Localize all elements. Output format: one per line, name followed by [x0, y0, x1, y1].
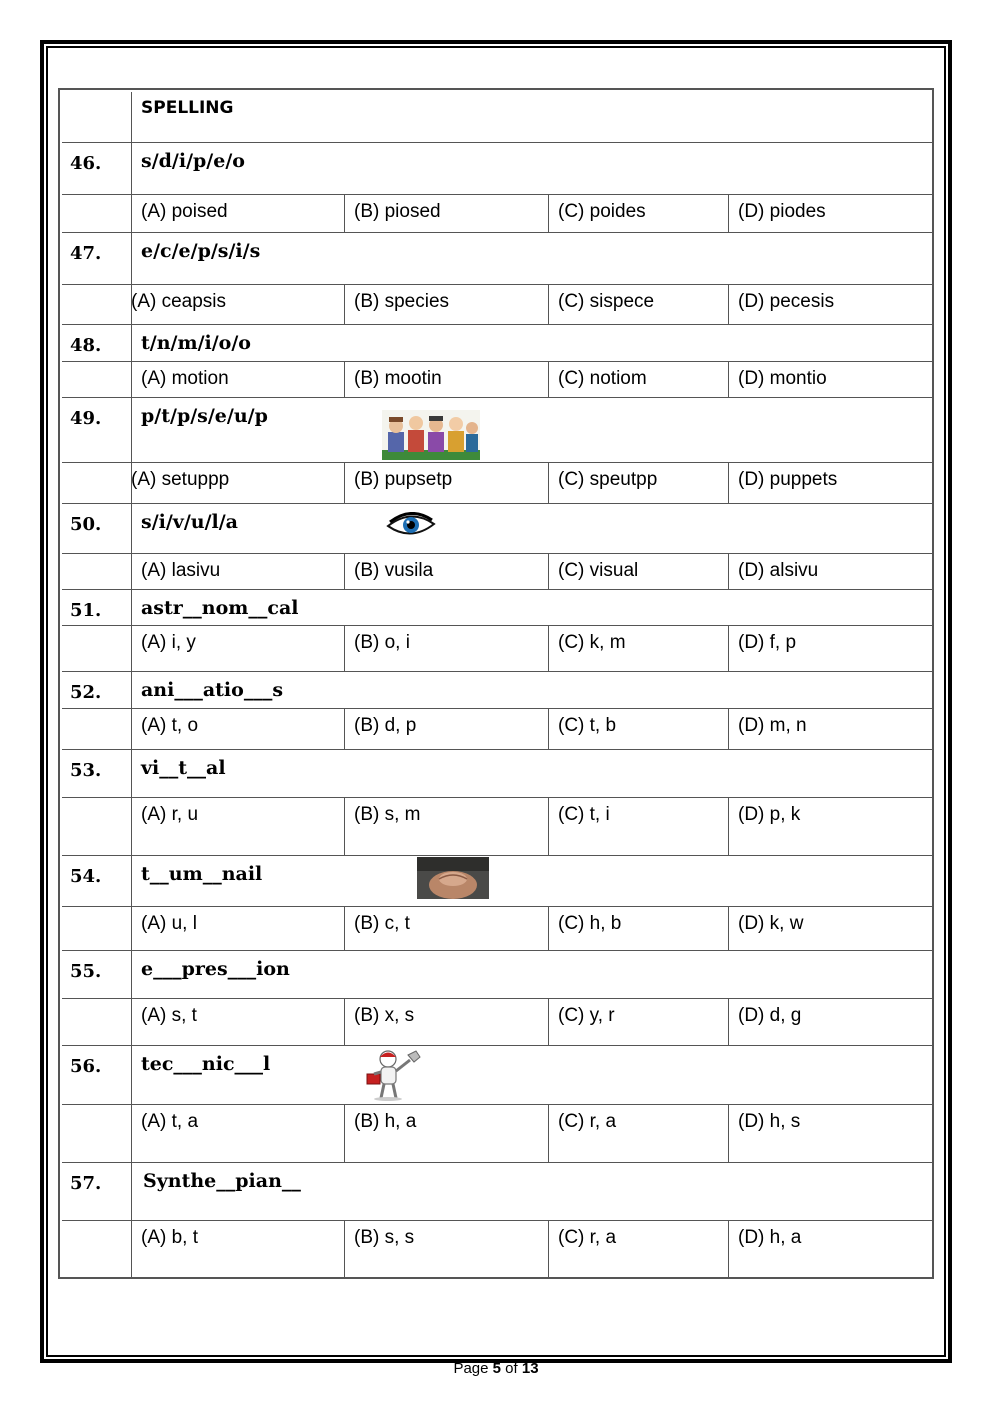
question-prompt: t/n/m/i/o/o — [141, 332, 251, 354]
option-c[interactable]: (C) speutpp — [558, 469, 658, 490]
option-b[interactable]: (B) h, a — [354, 1111, 417, 1132]
option-a[interactable]: (A) ceapsis — [131, 291, 227, 312]
options-row — [62, 999, 934, 1046]
eye-icon — [386, 512, 436, 540]
question-prompt: p/t/p/s/e/u/p — [141, 405, 268, 427]
question-prompt: ani___atio___s — [141, 679, 284, 701]
question-row — [62, 504, 934, 554]
question-row — [62, 143, 934, 195]
option-b[interactable]: (B) s, m — [354, 804, 421, 825]
page-label: Page — [453, 1360, 489, 1377]
options-row — [62, 463, 934, 504]
options-row — [62, 798, 934, 856]
option-b[interactable]: (B) vusila — [354, 560, 434, 581]
question-prompt: astr__nom__cal — [141, 597, 299, 619]
question-row — [62, 951, 934, 999]
question-number: 50. — [70, 514, 102, 535]
option-c[interactable]: (C) r, a — [558, 1227, 617, 1248]
question-row — [62, 856, 934, 907]
question-number: 53. — [70, 760, 102, 781]
option-b[interactable]: (B) species — [354, 291, 450, 312]
options-row — [62, 626, 934, 672]
option-d[interactable]: (D) p, k — [738, 804, 801, 825]
option-d[interactable]: (D) montio — [738, 368, 827, 389]
page-footer — [0, 1360, 992, 1377]
option-b[interactable]: (B) x, s — [354, 1005, 415, 1026]
question-row — [62, 1163, 934, 1221]
option-c[interactable]: (C) sispece — [558, 291, 655, 312]
question-row — [62, 1046, 934, 1105]
option-c[interactable]: (C) r, a — [558, 1111, 617, 1132]
option-a[interactable]: (A) i, y — [141, 632, 196, 653]
option-b[interactable]: (B) o, i — [354, 632, 410, 653]
page-number: 5 — [492, 1360, 501, 1377]
option-d[interactable]: (D) piodes — [738, 201, 826, 222]
question-number: 49. — [70, 408, 102, 429]
option-c[interactable]: (C) k, m — [558, 632, 626, 653]
question-prompt: e/c/e/p/s/i/s — [141, 240, 261, 262]
question-row — [62, 672, 934, 709]
option-d[interactable]: (D) f, p — [738, 632, 797, 653]
option-a[interactable]: (A) lasivu — [141, 560, 221, 581]
option-d[interactable]: (D) m, n — [738, 715, 807, 736]
question-number: 48. — [70, 335, 102, 356]
option-a[interactable]: (A) motion — [141, 368, 229, 389]
option-a[interactable]: (A) t, o — [141, 715, 199, 736]
section-title: SPELLING — [141, 98, 234, 118]
options-row — [62, 907, 934, 951]
question-number: 51. — [70, 600, 102, 621]
option-a[interactable]: (A) b, t — [141, 1227, 199, 1248]
question-prompt: s/d/i/p/e/o — [141, 150, 245, 172]
question-row — [62, 325, 934, 362]
options-row — [62, 1221, 934, 1279]
option-d[interactable]: (D) k, w — [738, 913, 804, 934]
option-b[interactable]: (B) mootin — [354, 368, 442, 389]
question-table — [58, 88, 934, 1279]
option-a[interactable]: (A) setuppp — [131, 469, 230, 490]
question-prompt: s/i/v/u/l/a — [141, 511, 238, 533]
question-number: 52. — [70, 682, 102, 703]
option-b[interactable]: (B) s, s — [354, 1227, 415, 1248]
options-row — [62, 362, 934, 398]
question-row — [62, 233, 934, 285]
options-row — [62, 554, 934, 590]
option-d[interactable]: (D) alsivu — [738, 560, 819, 581]
option-b[interactable]: (B) c, t — [354, 913, 410, 934]
option-a[interactable]: (A) u, l — [141, 913, 197, 934]
options-row — [62, 709, 934, 750]
option-a[interactable]: (A) t, a — [141, 1111, 199, 1132]
option-c[interactable]: (C) t, b — [558, 715, 617, 736]
option-c[interactable]: (C) y, r — [558, 1005, 615, 1026]
option-c[interactable]: (C) t, i — [558, 804, 610, 825]
option-d[interactable]: (D) puppets — [738, 469, 838, 490]
option-d[interactable]: (D) d, g — [738, 1005, 802, 1026]
option-c[interactable]: (C) h, b — [558, 913, 622, 934]
of-label: of — [505, 1360, 518, 1377]
question-prompt: e___pres___ion — [141, 958, 290, 980]
question-prompt: vi__t__al — [141, 757, 226, 779]
option-a[interactable]: (A) s, t — [141, 1005, 197, 1026]
option-d[interactable]: (D) pecesis — [738, 291, 835, 312]
question-number: 57. — [70, 1173, 102, 1194]
option-b[interactable]: (B) pupsetp — [354, 469, 453, 490]
technician-image — [362, 1048, 426, 1102]
thumbnail-image — [417, 857, 489, 899]
option-c[interactable]: (C) notiom — [558, 368, 647, 389]
page-total: 13 — [521, 1360, 539, 1377]
options-row — [62, 285, 934, 325]
question-number: 54. — [70, 866, 102, 887]
question-row — [62, 398, 934, 463]
question-number: 46. — [70, 153, 102, 174]
option-c[interactable]: (C) poides — [558, 201, 646, 222]
question-prompt: tec___nic___l — [141, 1053, 271, 1075]
option-d[interactable]: (D) h, s — [738, 1111, 801, 1132]
option-c[interactable]: (C) visual — [558, 560, 639, 581]
question-prompt: Synthe__pian__ — [143, 1170, 301, 1192]
puppets-image — [382, 410, 480, 460]
option-b[interactable]: (B) piosed — [354, 201, 441, 222]
options-row — [62, 195, 934, 233]
question-number: 56. — [70, 1056, 102, 1077]
section-header-row — [62, 92, 934, 143]
question-prompt: t__um__nail — [141, 863, 263, 885]
option-a[interactable]: (A) r, u — [141, 804, 199, 825]
question-number: 55. — [70, 961, 102, 982]
question-row — [62, 590, 934, 626]
question-number: 47. — [70, 243, 102, 264]
option-d[interactable]: (D) h, a — [738, 1227, 802, 1248]
option-a[interactable]: (A) poised — [141, 201, 228, 222]
option-b[interactable]: (B) d, p — [354, 715, 417, 736]
options-row — [62, 1105, 934, 1163]
question-row — [62, 750, 934, 798]
